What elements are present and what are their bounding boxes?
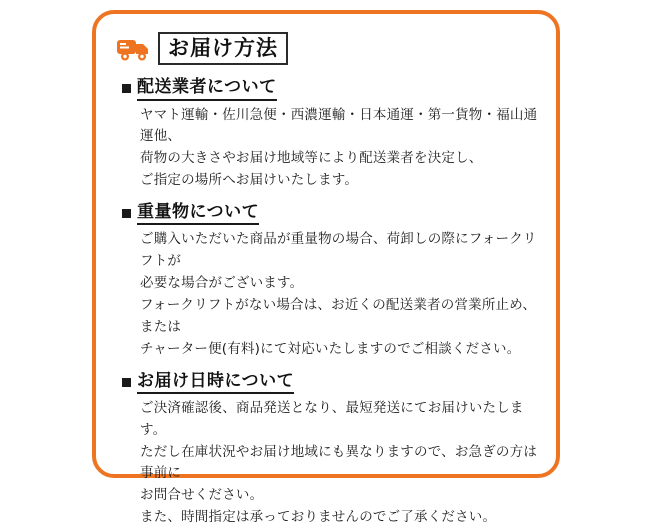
body-line: チャーター便(有料)にて対応いたしますのでご相談ください。	[140, 340, 521, 357]
body-line: ご購入いただいた商品が重量物の場合、荷卸しの際にフォークリフトが	[140, 231, 537, 270]
body-line: ヤマト運輸・佐川急便・西濃運輸・日本通運・第一貨物・福山通運他、	[140, 106, 538, 145]
body-line: 荷物の大きさやお届け地域等により配送業者を決定し、	[140, 150, 483, 167]
bullet-square-icon	[122, 209, 131, 218]
section-body	[140, 105, 538, 192]
section-heading-row	[122, 371, 538, 394]
delivery-truck-icon	[116, 35, 150, 63]
body-line: また、時間指定は承っておりませんのでご了承ください。	[140, 509, 497, 526]
card-inner	[96, 14, 556, 526]
section-delivery-datetime	[114, 371, 538, 529]
section-heading-row	[122, 77, 538, 100]
body-line: 必要な場合がございます。	[140, 275, 304, 292]
body-line: ご決済確認後、商品発送となり、最短発送にてお届けいたします。	[140, 399, 524, 438]
section-heading: 重量物について	[137, 202, 259, 225]
card-title: お届け方法	[158, 32, 288, 65]
body-line: お問合せください。	[140, 487, 264, 504]
section-heading-row	[122, 202, 538, 225]
body-line: ご指定の場所へお届けいたします。	[140, 172, 359, 189]
section-heading: お届け日時について	[137, 371, 294, 394]
body-line: フォークリフトがない場合は、お近くの配送業者の営業所止め、または	[140, 296, 537, 335]
section-shipping-carrier	[114, 77, 538, 192]
body-line: ただし在庫状況やお届け地域にも異なりますので、お急ぎの方は事前に	[140, 443, 538, 482]
section-body	[140, 398, 538, 529]
bullet-square-icon	[122, 84, 131, 93]
card-header	[116, 32, 538, 65]
delivery-info-card	[92, 10, 560, 526]
bullet-square-icon	[122, 378, 131, 387]
section-heavy-items	[114, 202, 538, 361]
section-heading: 配送業者について	[137, 77, 277, 100]
section-body	[140, 229, 538, 360]
